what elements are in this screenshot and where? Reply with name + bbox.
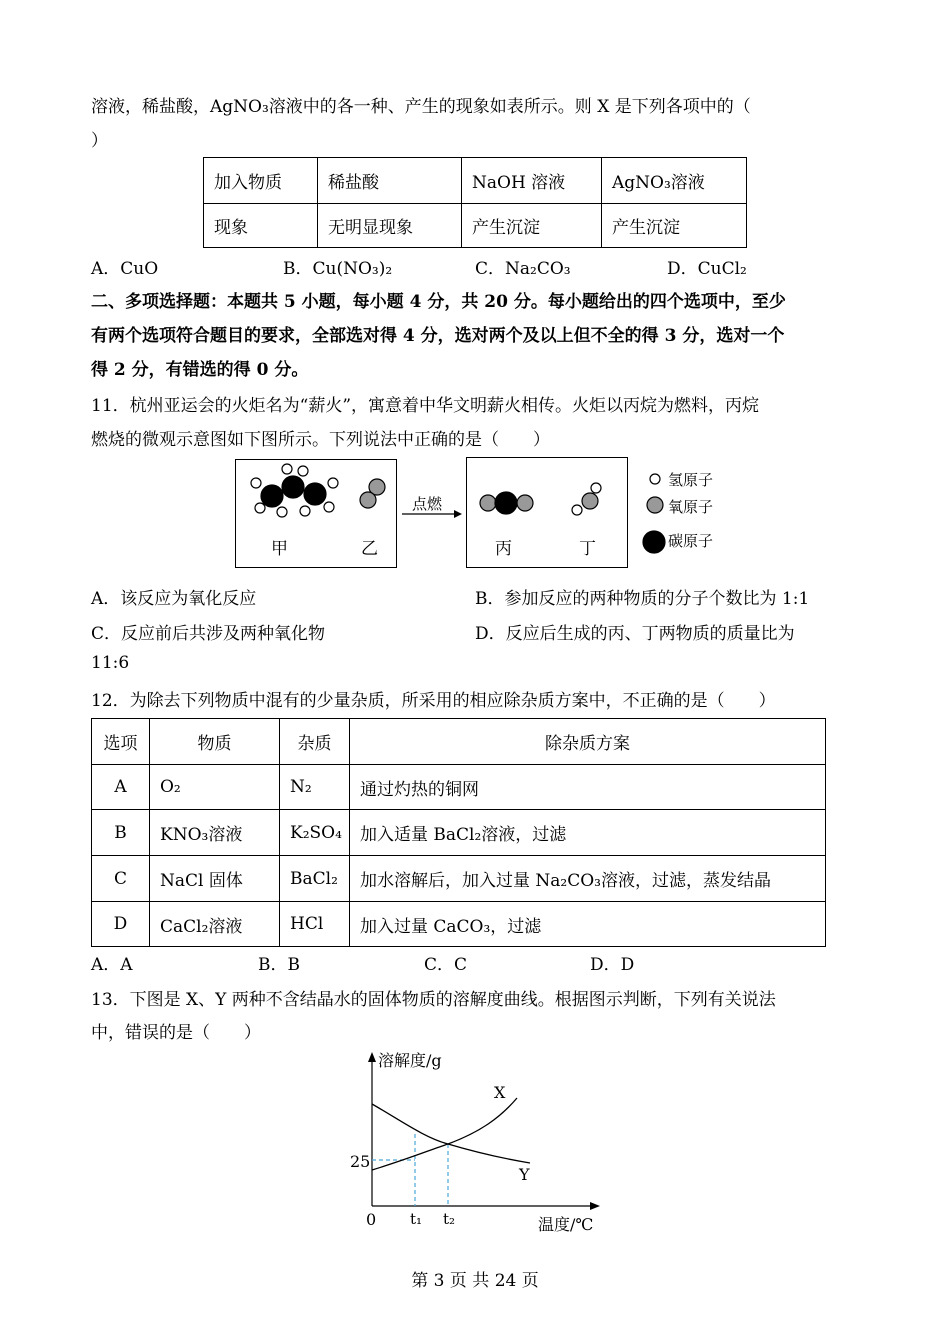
arrow-label: 点燃 — [412, 495, 443, 513]
q12-cell: O₂ — [150, 765, 280, 810]
q12-cell: C — [92, 856, 150, 902]
q12-cell: A — [92, 765, 150, 810]
q12-cell: B — [92, 810, 150, 856]
q10-cell: 加入物质 — [204, 158, 318, 204]
label-ding: 丁 — [579, 539, 596, 559]
q10-option-d[interactable]: D．CuCl₂ — [667, 259, 747, 279]
q12-cell: 加入适量 BaCl₂溶液，过滤 — [350, 810, 826, 856]
y-axis-arrow-icon — [368, 1052, 376, 1062]
section2-line2: 有两个选项符合题目的要求，全部选对得 4 分，选对两个及以上但不全的得 3 分，选对一个 — [91, 326, 785, 346]
label-bing: 丙 — [495, 539, 512, 559]
q11-option-d-cont: 11:6 — [91, 653, 130, 673]
q11-option-a[interactable]: A．该反应为氧化反应 — [91, 589, 257, 609]
q12-header: 选项 — [92, 719, 150, 765]
q13-stem-line2: 中，错误的是（ ） — [91, 1023, 261, 1043]
legend-oxygen: 氧原子 — [668, 498, 714, 516]
chart-ytick: 25 — [350, 1152, 371, 1171]
q10-cell: AgNO₃溶液 — [602, 158, 747, 204]
q12-option-a[interactable]: A．A — [91, 955, 133, 975]
page-footer: 第 3 页 共 24 页 — [411, 1271, 539, 1291]
chart-ylabel: 溶解度/g — [378, 1051, 442, 1070]
q10-cell: 无明显现象 — [318, 204, 462, 248]
q12-option-b[interactable]: B．B — [258, 955, 300, 975]
q11-option-d[interactable]: D．反应后生成的丙、丁两物质的质量比为 — [475, 624, 795, 644]
q12-cell: 通过灼热的铜网 — [350, 765, 826, 810]
q10-option-a[interactable]: A．CuO — [91, 259, 159, 279]
q10-cell: 稀盐酸 — [318, 158, 462, 204]
q12-cell: N₂ — [280, 765, 350, 810]
q12-header: 除杂质方案 — [350, 719, 826, 765]
q10-cell: NaOH 溶液 — [462, 158, 602, 204]
q12-cell: 加入过量 CaCO₃，过滤 — [350, 902, 826, 947]
x-axis-arrow-icon — [590, 1202, 600, 1210]
q11-stem-line2: 燃烧的微观示意图如下图所示。下列说法中正确的是（ ） — [91, 430, 550, 450]
q12-cell: BaCl₂ — [280, 856, 350, 902]
q10-stem-line2: ） — [91, 131, 108, 151]
legend-carbon: 碳原子 — [668, 532, 714, 550]
q12-cell: 加水溶解后，加入过量 Na₂CO₃溶液，过滤，蒸发结晶 — [350, 856, 826, 902]
label-yi: 乙 — [361, 539, 378, 559]
q10-cell: 产生沉淀 — [462, 204, 602, 248]
q12-cell: HCl — [280, 902, 350, 947]
q12-header: 杂质 — [280, 719, 350, 765]
q10-stem-line1: 溶液，稀盐酸，AgNO₃溶液中的各一种、产生的现象如表所示。则 X 是下列各项中的（ — [91, 97, 751, 117]
q12-cell: KNO₃溶液 — [150, 810, 280, 856]
q12-option-d[interactable]: D．D — [590, 955, 635, 975]
q12-option-c[interactable]: C．C — [424, 955, 468, 975]
q11-stem-line1: 11．杭州亚运会的火炬名为“薪火”，寓意着中华文明薪火相传。火炬以丙烷为燃料，丙烷 — [91, 396, 760, 416]
series-y-curve — [372, 1104, 530, 1163]
q13-stem-line1: 13．下图是 X、Y 两种不含结晶水的固体物质的溶解度曲线。根据图示判断，下列有关说法 — [91, 990, 776, 1010]
q10-option-b[interactable]: B．Cu(NO₃)₂ — [283, 259, 393, 279]
chart-origin: 0 — [366, 1210, 377, 1229]
q11-option-c[interactable]: C．反应前后共涉及两种氧化物 — [91, 624, 326, 644]
legend-hydrogen: 氢原子 — [668, 471, 714, 489]
chart-xtick-t1: t₁ — [410, 1210, 423, 1228]
section2-line1: 二、多项选择题：本题共 5 小题，每小题 4 分，共 20 分。每小题给出的四个选项中，至少 — [91, 292, 786, 312]
q10-option-c[interactable]: C．Na₂CO₃ — [475, 259, 571, 279]
q12-cell: D — [92, 902, 150, 947]
q12-cell: CaCl₂溶液 — [150, 902, 280, 947]
section2-line3: 得 2 分，有错选的得 0 分。 — [91, 360, 309, 380]
q12-header: 物质 — [150, 719, 280, 765]
label-jia: 甲 — [271, 539, 288, 559]
q12-cell: K₂SO₄ — [280, 810, 350, 856]
chart-xlabel: 温度/℃ — [538, 1215, 594, 1234]
series-x-curve — [372, 1098, 517, 1170]
q12-cell: NaCl 固体 — [150, 856, 280, 902]
q10-cell: 产生沉淀 — [602, 204, 747, 248]
series-x-label: X — [494, 1083, 506, 1102]
series-y-label: Y — [519, 1165, 530, 1184]
q12-stem: 12．为除去下列物质中混有的少量杂质，所采用的相应除杂质方案中，不正确的是（ ） — [91, 691, 776, 711]
q11-option-b[interactable]: B．参加反应的两种物质的分子个数比为 1:1 — [475, 589, 810, 609]
q10-cell: 现象 — [204, 204, 318, 248]
chart-xtick-t2: t₂ — [443, 1210, 456, 1228]
